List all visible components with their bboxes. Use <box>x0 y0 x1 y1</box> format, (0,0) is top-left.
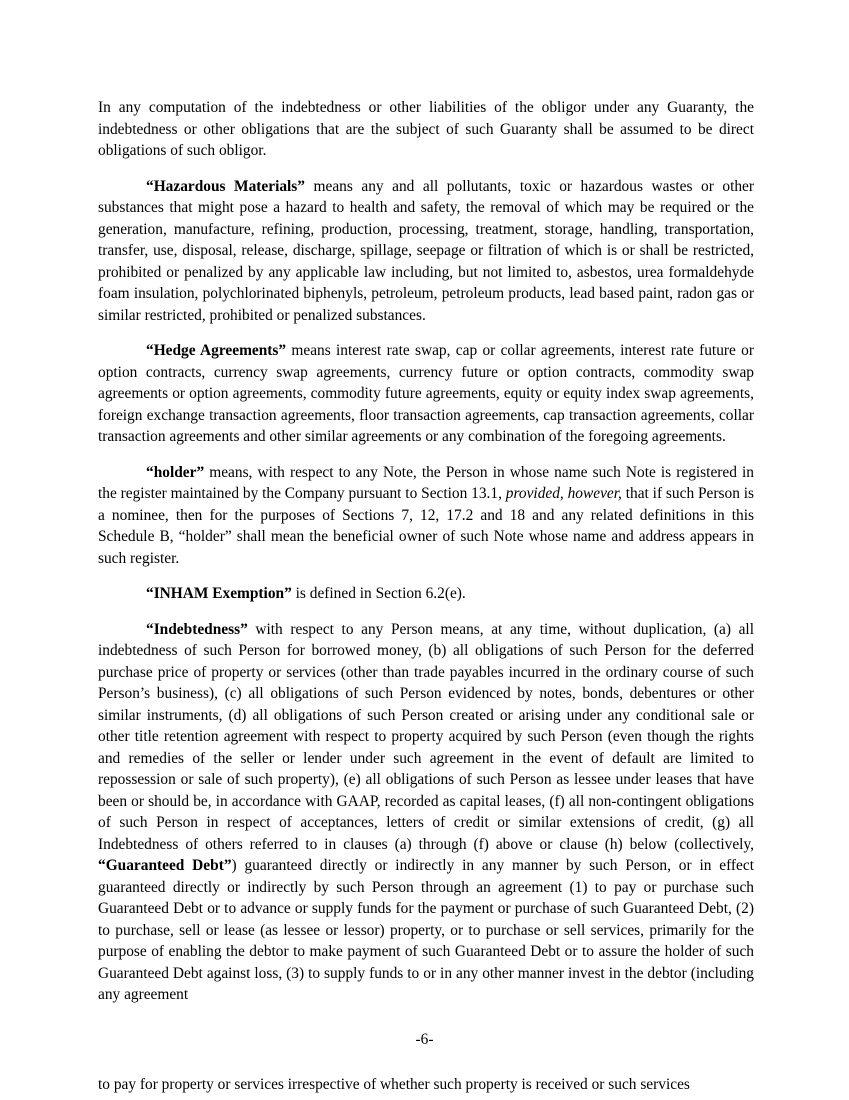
defined-term: “holder” <box>146 463 205 481</box>
next-page-first-line: to pay for property or services irrespective of whether such property is received or such services <box>98 1076 690 1093</box>
defined-term: “INHAM Exemption” <box>146 585 292 602</box>
defined-term: “Hazardous Materials” <box>146 177 305 195</box>
text-run: means, with respect to any Note, the Person in whose name such Note is registered in the register maintained by the Company pursuant to Section 13.1, <box>98 463 754 502</box>
paragraph <box>98 583 754 605</box>
text-run: means any and all pollutants, toxic or hazardous wastes or other substances that might pose a hazard to health and safety, the removal of which may be required or the generation, manufacture, refining, production, processing, treatment, storage, handling, transportation, transfer, use, disposal, release, discharge, spillage, seepage or filtration of which is or shall be restricted, prohibited or penalized by any applicable law including, but not limited to, asbestos, urea formaldehyde foam insulation, polychlorinated biphenyls, petroleum, petroleum products, lead based paint, radon gas or similar restricted, prohibited or penalized substances. <box>98 177 755 324</box>
paragraph <box>98 97 754 162</box>
text-run: with respect to any Person means, at any time, without duplication, (a) all indebtedness of such Person for borrowed money, (b) all obligations of such Person for the deferred purchase price of property or services (other than trade payables incurred in the ordinary course of such Person’s business), (c) all obligations of such Person evidenced by notes, bonds, debentures or other similar instruments, (d) all obligations of such Person created or arising under any conditional sale or other title retention agreement with respect to property acquired by such Person (even though the rights and remedies of the seller or lender under such agreement in the event of default are limited to repossession or sale of such property), (e) all obligations of such Person as lessee under leases that have been or should be, in accordance with GAAP, recorded as capital leases, (f) all non-contingent obligations of such Person in respect of acceptances, letters of credit or similar extensions of credit, (g) all Indebtedness of others referred to in clauses (a) through (f) above or clause (h) below (collectively, <box>98 620 754 853</box>
text-run: that if such Person is a nominee, then for the purposes of Sections 7, 12, 17.2 and 18 and any related definitions in this Schedule B, “holder” shall mean the beneficial owner of such Note whose name and address appears in such register. <box>98 485 754 567</box>
defined-term: “Hedge Agreements” <box>146 342 287 359</box>
document-body <box>98 97 754 1020</box>
text-run: is defined in Section 6.2(e). <box>291 585 466 602</box>
paragraph <box>98 176 754 327</box>
text-run: ) guaranteed directly or indirectly in any manner by such Person, or in effect guaranteed directly or indirectly by such Person through an agreement (1) to pay or purchase such Guaranteed Debt or to advance or supply funds for the payment or purchase of such Guaranteed Debt, (2) to purchase, sell or lease (as lessee or lessor) property, or to purchase or sell services, primarily for the purpose of enabling the debtor to make payment of such Guaranteed Debt or to assure the holder of such Guaranteed Debt against loss, (3) to supply funds to or in any other manner invest in the debtor (including any agreement <box>98 857 754 1003</box>
page-number: -6- <box>415 1031 434 1048</box>
paragraph <box>98 619 754 1006</box>
paragraph <box>98 340 754 448</box>
text-run: means interest rate swap, cap or collar agreements, interest rate future or option contracts, currency swap agreements, currency future or option contracts, commodity swap agreements or option agreements, commodity future agreements, equity or equity index swap agreements, foreign exchange transaction agreements, floor transaction agreements, cap transaction agreements, collar transaction agreements and other similar agreements or any combination of the foregoing agreements. <box>98 342 754 445</box>
italic-run: provided, however, <box>505 485 622 502</box>
text-run: In any computation of the indebtedness or other liabilities of the obligor under any Guaranty, the indebtedness or other obligations that are the subject of such Guaranty shall be assumed to be direct obligations of such obligor. <box>98 99 754 159</box>
defined-term: “Guaranteed Debt” <box>98 857 232 874</box>
defined-term: “Indebtedness” <box>146 620 248 638</box>
paragraph <box>98 462 754 570</box>
